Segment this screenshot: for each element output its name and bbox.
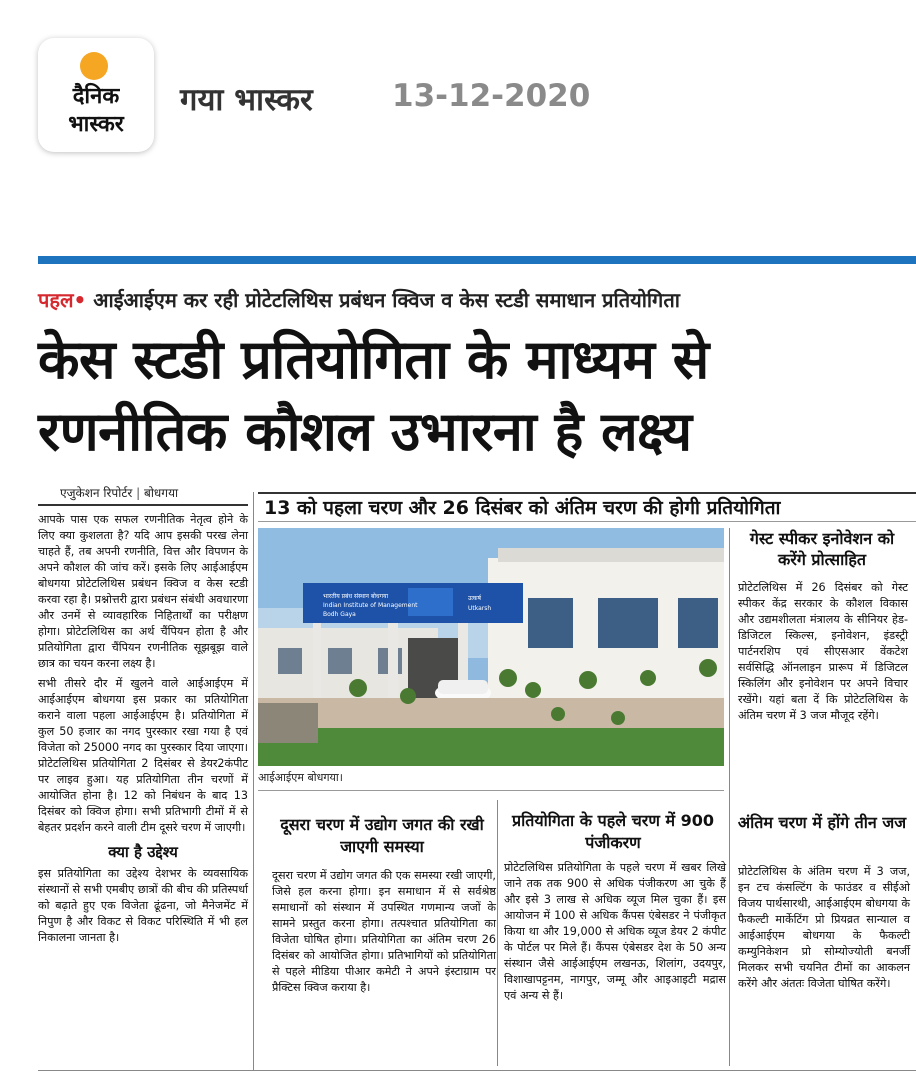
- column3-headline: अंतिम चरण में होंगे तीन जज: [737, 813, 907, 832]
- left-paragraph-1: आपके पास एक सफल रणनीतिक नेतृत्व होने के लिए क्या कुशलता है? यदि आप इसकी परख लेना चाहते हैं, तब अपनी रणनीति, वित्त और विपणन के अपने कौशल की जांच करें। इसके लिए आईआईएम बोधगया प्रोटेटलिथिस प्रबंधन क्विज व केस स्टडी करवा रहा है। प्रश्नोत्तरी द्वारा प्रबंधन संबंधी अवधारणा और उनमें से व्यावहारिक निहितार्थों का परीक्षण होगा। प्रोटेटलिथिस का अर्थ चैंपियन होता है और प्रतियोगिता द्वारा चैंपियन रणनीतिक सूझबूझ वाले छात्र का चयन करना लक्ष्य है।: [38, 513, 248, 670]
- column3-text: प्रोटेटलिथिस के अंतिम चरण में 3 जज, इन टच कंसल्टिंग के फाउंडर व सीईओ विजय पार्थसारथी, आईआईएम बोधगया के फैकल्टी मार्केटिंग प्रो प्रियव्रत सान्याल व आईआईएम बोधगया के फैकल्टी कम्युनिकेशन प्रो सोम्योज्योती बनर्जी मिलकर सभी चयनित टीमों का आकलन करेंगे और अंततः विजेता घोषित करेंगे।: [738, 865, 910, 990]
- sidebar-text: प्रोटेटलिथिस में 26 दिसंबर को गेस्ट स्पीकर केंद्र सरकार के कौशल विकास और उद्यमशीलता मंत्रालय के सीनियर हेड- डिजिटल स्किल्स, इनोवेशन, इंडस्ट्री पार्टनरशिप एवं सीएसआर वेंकटेश सर्वसिद्धि ऑनलाइन प्रारूप में डिजिटल स्किलिंग और इनोवेशन पर अपने विचार रखेंगे। यहां बता दें कि प्रोटेटलिथिस के अंतिम चरण में 3 जज मौजूद रहेंगे।: [738, 581, 908, 722]
- photo-sign-english: Indian Institute of Management: [323, 602, 418, 609]
- campus-building-illustration: [258, 528, 724, 766]
- byline: [60, 484, 178, 501]
- deck-headline: 13 को पहला चरण और 26 दिसंबर को अंतिम चरण की होगी प्रतियोगिता: [258, 492, 916, 522]
- photo-divider: [258, 790, 724, 791]
- byline-separator: |: [132, 486, 144, 500]
- left-subhead: क्या है उद्देश्य: [108, 843, 178, 861]
- kicker-tag: पहल•: [38, 288, 87, 312]
- column-divider-middle: [497, 800, 498, 1066]
- byline-author: एजुकेशन रिपोर्टर: [60, 486, 133, 500]
- column2-text: प्रोटेटलिथिस प्रतियोगिता के पहले चरण में खबर लिखे जाने तक तक 900 से अधिक पंजीकरण आ चुके हैं और इसे 3 लाख से अधिक व्यूज मिल चुका हैं। इस आयोजन में 100 से अधिक कैंपस एंबेसडर ने पंजीकृत किया था और 19,000 से अधिक व्यूज डेयर 2 कंपीट के पोर्टल पर मिले हैं। कैंपस एंबेसडर देश के 50 अन्य संस्थान जैसे आईआईएम लखनऊ, शिलांग, उदयपुर, विशाखापट्टनम, नागपुर, जम्मू और आइआइटी मद्रास एवं अन्य से हैं।: [504, 861, 726, 1002]
- logo-text-line2: भास्कर: [68, 112, 124, 137]
- edition-date: 13-12-2020: [392, 78, 591, 114]
- byline-place: बोधगया: [143, 486, 179, 500]
- column1-headline: दूसरा चरण में उद्योग जगत की रखी जाएगी समस्या: [280, 815, 484, 856]
- photo-caption: आईआईएम बोधगया।: [258, 771, 343, 784]
- column-divider-left: [253, 492, 254, 1070]
- left-paragraph-3: इस प्रतियोगिता का उद्देश्य देशभर के व्यवसायिक संस्थानों से सभी एमबीए छात्रों की बीच की प्रतिस्पर्धा को बढ़ाते हुए एक विजेता ढूंढना, जो मैनेजमेंट में निपुण है और विकट से विकट परिस्थिति में भी हल निकालना जानता है।: [38, 867, 248, 944]
- column2-headline: प्रतियोगिता के पहले चरण में 900 पंजीकरण: [511, 811, 715, 852]
- left-paragraph-2: सभी तीसरे दौर में खुलने वाले आईआईएम में आईआईएम बोधगया इस प्रकार का प्रतियोगिता कराने वाला पहला आईआईएम है। प्रतियोगिता में कुल 50 हजार का नगद पुरस्कार रखा गया है एवं विजेता को 25000 नगद का पुरस्कार दिया जाएगा। प्रोटेटलिथिस प्रतियोगिता 2 दिसंबर से डेयर2कंपीट पर लाइव हुआ। यह प्रतियोगिता तीन चरणों में आयोजित होना है। 12 को निबंधन के बाद 13 दिसंबर को क्विज होगा। सभी प्रतिभागी टीमों में से बेहतर प्रदर्शन करने वाली टीम दूसरे चरण में जाएगी।: [38, 677, 248, 834]
- byline-divider: [38, 504, 248, 506]
- column-divider-right: [729, 528, 730, 1066]
- sun-icon: [80, 52, 108, 80]
- left-column: [38, 512, 248, 950]
- edition-title: गया भास्कर: [180, 82, 313, 118]
- headline-line2: रणनीतिक कौशल उभारना है लक्ष्य: [38, 400, 692, 463]
- kicker-text: आईआईएम कर रही प्रोटेटलिथिस प्रबंधन क्विज व केस स्टडी समाधान प्रतियोगिता: [86, 288, 680, 312]
- kicker-line: [38, 286, 680, 313]
- column1-text: दूसरा चरण में उद्योग जगत की एक समस्या रखी जाएगी, जिसे हल करना होगा। इन समाधान में से सर्वश्रेष्ठ समाधानों को संस्थान में उपस्थित गणमान्य जजों के सामने प्रस्तुत करना होगा। तत्पश्चात प्रतियोगिता का विजेता घोषित होगा। प्रतियोगिता का अंतिम चरण 26 दिसंबर को आयोजित होगा। प्रतिभागियों को प्रतियोगिता से पहले मीडिया पीआर कमेटी ने अपने इंस्टाग्राम पर प्रैक्टिस क्विज कराया है।: [272, 869, 496, 994]
- photo-sign-right-hindi: उत्कर्ष: [468, 595, 481, 602]
- bottom-divider: [38, 1070, 916, 1071]
- sidebar-headline: गेस्ट स्पीकर इनोवेशन को करेंगे प्रोत्साहित: [749, 529, 895, 569]
- photo-sign-hindi: भारतीय प्रबंध संस्थान बोधगया: [323, 593, 389, 600]
- photo-sign-place: Bodh Gaya: [323, 611, 356, 618]
- logo-text-line1: दैनिक: [72, 84, 120, 109]
- photo-sign-right-english: Utkarsh: [468, 605, 492, 612]
- headline-line1: केस स्टडी प्रतियोगिता के माध्यम से: [38, 328, 709, 391]
- header-divider: [38, 256, 916, 264]
- newspaper-logo: [38, 38, 154, 152]
- campus-photo: [258, 528, 724, 766]
